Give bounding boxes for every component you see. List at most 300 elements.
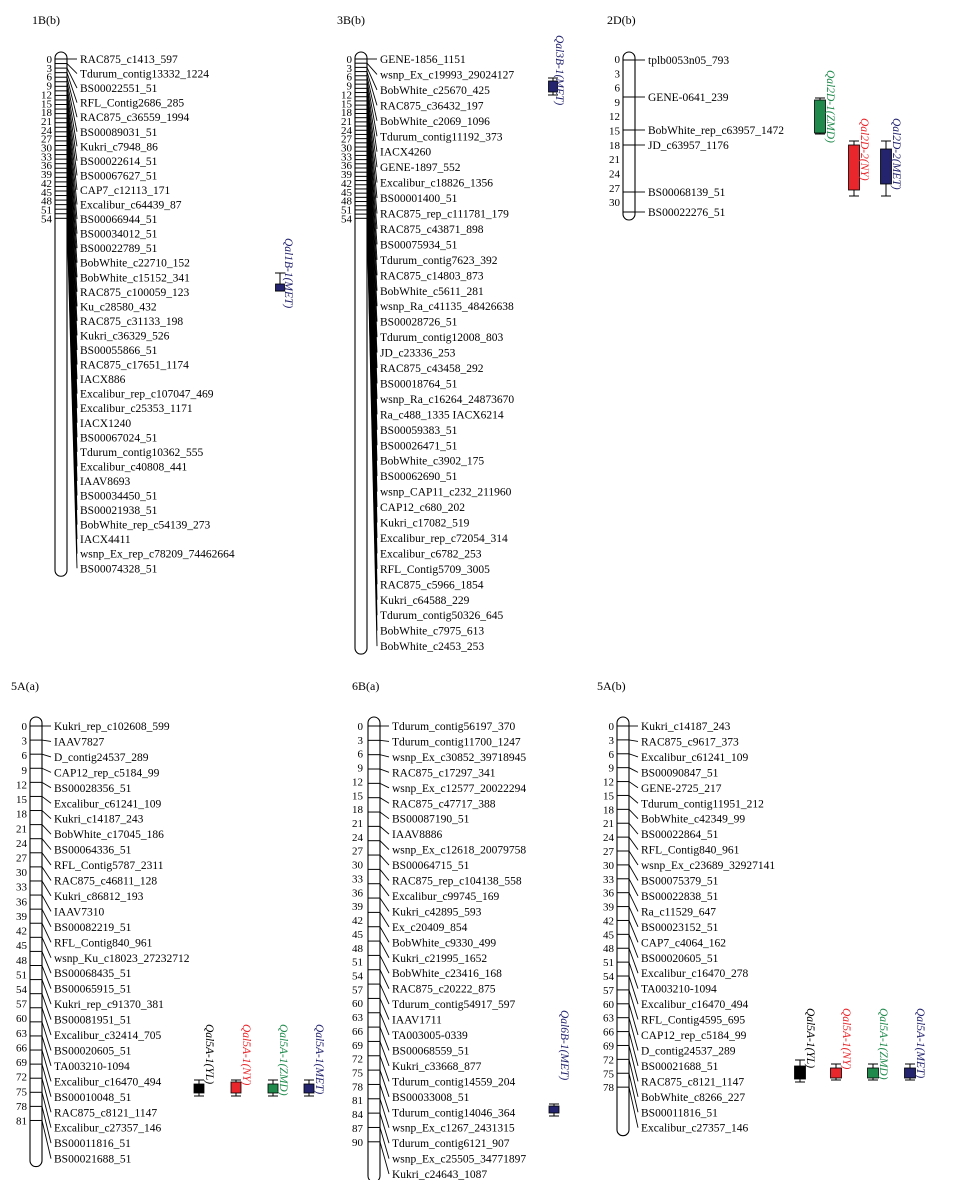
- marker-connector: [42, 796, 51, 803]
- marker-label: BobWhite_c17045_186: [54, 829, 164, 842]
- marker-connector: [380, 798, 389, 804]
- marker-label: BS00034450_51: [80, 490, 158, 503]
- cm-tick-label: 27: [341, 133, 352, 146]
- cm-tick-label: 24: [341, 124, 352, 137]
- marker-connector: [380, 812, 389, 819]
- cm-tick-label: 63: [603, 1012, 614, 1025]
- qtl-met: [548, 35, 565, 105]
- marker-connector: [629, 823, 638, 834]
- cm-tick-label: 90: [352, 1136, 363, 1149]
- marker-label: Kukri_c33668_877: [392, 1060, 482, 1073]
- marker-label: BS00090847_51: [641, 767, 719, 780]
- marker-label: RFL_Contig840_961: [641, 844, 740, 857]
- cm-tick-label: 75: [352, 1067, 363, 1080]
- marker-label: RAC875_c1413_597: [80, 54, 178, 66]
- marker-label: IACX1240: [80, 417, 132, 430]
- marker-label: Excalibur_c16470_494: [54, 1076, 162, 1089]
- qtl-zmd: [868, 1008, 890, 1080]
- cm-tick-label: 87: [352, 1122, 363, 1135]
- qtl-label: Qal6B-1(MET): [558, 1010, 570, 1081]
- marker-label: Excalibur_c40808_441: [80, 461, 188, 474]
- marker-label: BobWhite_c2069_1096: [380, 115, 490, 128]
- cm-tick-label: 30: [41, 142, 52, 155]
- marker-label: RAC875_c20222_875: [392, 983, 496, 996]
- cm-tick-label: 39: [16, 910, 27, 923]
- marker-label: Excalibur_c16470_278: [641, 968, 749, 981]
- cm-tick-label: 51: [41, 204, 52, 217]
- cm-tick-label: 57: [603, 984, 614, 997]
- chromosome-title: 2D(b): [607, 13, 636, 27]
- marker-label: BS00011816_51: [641, 1107, 718, 1120]
- marker-label: D_contig24537_289: [54, 751, 149, 764]
- cm-tick-label: 60: [16, 1013, 27, 1026]
- cm-tick-label: 33: [352, 873, 363, 886]
- marker-label: CAP7_c4064_162: [641, 937, 726, 950]
- marker-label: wsnp_Ex_rep_c78209_74462664: [80, 548, 235, 561]
- marker-label: RAC875_rep_c111781_179: [380, 208, 509, 221]
- cm-tick-label: 0: [357, 721, 363, 733]
- cm-tick-label: 51: [341, 204, 352, 217]
- marker-connector: [380, 1127, 389, 1158]
- marker-label: BS00020605_51: [54, 1045, 132, 1058]
- cm-tick-label: 18: [352, 804, 363, 817]
- qtl-bar: [881, 149, 892, 184]
- cm-tick-label: 48: [341, 195, 352, 208]
- marker-label: BS00022276_51: [648, 207, 726, 219]
- marker-connector: [629, 1004, 638, 1035]
- marker-label: BS00055866_51: [80, 345, 158, 357]
- cm-tick-label: 33: [16, 881, 27, 894]
- marker-connector: [42, 811, 51, 819]
- cm-tick-label: 30: [603, 859, 614, 872]
- cm-tick-label: 54: [16, 983, 27, 996]
- marker-label: BobWhite_c5611_281: [380, 285, 484, 298]
- marker-label: Tdurum_contig50326_645: [380, 610, 504, 623]
- cm-tick-label: 63: [16, 1027, 27, 1040]
- cm-tick-label: 18: [41, 107, 52, 120]
- cm-tick-label: 30: [341, 142, 352, 155]
- chromosome-2: [607, 13, 902, 220]
- marker-label: RAC875_c36432_197: [380, 100, 484, 113]
- marker-label: TA003210-1094: [641, 983, 717, 996]
- cm-tick-label: 6: [46, 71, 52, 84]
- cm-tick-label: 66: [16, 1042, 27, 1055]
- cm-tick-label: 81: [352, 1095, 363, 1108]
- cm-tick-label: 24: [603, 832, 614, 845]
- marker-connector: [42, 867, 51, 881]
- cm-tick-label: 15: [609, 125, 620, 138]
- cm-tick-label: 3: [614, 68, 620, 81]
- marker-label: Excalibur_rep_c107047_469: [80, 388, 214, 401]
- cm-tick-label: 33: [341, 151, 352, 164]
- qtl-bar: [304, 1084, 314, 1093]
- chromosome-4: [352, 679, 570, 1180]
- chromosome-title: 5A(a): [11, 679, 39, 693]
- marker-connector: [629, 782, 638, 788]
- marker-connector: [42, 740, 51, 741]
- cm-tick-label: 54: [352, 970, 363, 983]
- marker-label: BS00075934_51: [380, 239, 458, 252]
- cm-tick-label: 0: [21, 721, 27, 733]
- cm-tick-label: 21: [352, 818, 363, 831]
- cm-tick-label: 42: [341, 177, 352, 190]
- qtl-label: Qal2D-2(NY): [858, 118, 870, 181]
- cm-tick-label: 12: [609, 111, 620, 124]
- marker-connector: [629, 976, 638, 1004]
- marker-label: BS00081951_51: [54, 1014, 132, 1027]
- marker-label: BS00064336_51: [54, 844, 132, 857]
- cm-tick-label: 3: [21, 735, 27, 748]
- marker-connector: [629, 795, 638, 803]
- cm-tick-label: 51: [352, 956, 363, 969]
- cm-tick-label: 6: [614, 82, 620, 95]
- qtl-bar: [849, 145, 860, 190]
- marker-label: BobWhite_c42349_99: [641, 813, 746, 826]
- marker-connector: [629, 837, 638, 849]
- cm-tick-label: 18: [609, 139, 620, 152]
- cm-tick-label: 0: [46, 54, 52, 66]
- marker-label: TA003210-1094: [54, 1060, 130, 1073]
- marker-label: Tdurum_contig12008_803: [380, 332, 504, 345]
- chromosome-1: [337, 13, 565, 654]
- marker-label: RFL_Contig5787_2311: [54, 860, 164, 873]
- qtl-label: Qal5A-1(YL): [203, 1024, 215, 1085]
- cm-tick-label: 24: [16, 837, 27, 850]
- cm-tick-label: 24: [41, 124, 52, 137]
- marker-label: BS00062690_51: [380, 471, 458, 484]
- marker-connector: [42, 1078, 51, 1112]
- marker-label: BS00087190_51: [392, 813, 470, 826]
- marker-label: RAC875_c31133_198: [80, 315, 184, 328]
- cm-tick-label: 45: [352, 928, 363, 941]
- marker-connector: [42, 1050, 51, 1081]
- marker-label: wsnp_Ex_c12618_20079758: [392, 844, 527, 857]
- marker-label: wsnp_Ku_c18023_27232712: [54, 952, 190, 965]
- marker-connector: [42, 768, 51, 772]
- marker-label: JD_c63957_1176: [648, 140, 729, 152]
- marker-label: RAC875_c14803_873: [380, 270, 484, 283]
- cm-tick-label: 42: [352, 915, 363, 928]
- marker-label: BS00066944_51: [80, 214, 158, 227]
- marker-label: BS00022789_51: [80, 243, 158, 256]
- marker-label: tplb0053n05_793: [648, 55, 730, 67]
- marker-connector: [629, 865, 638, 881]
- marker-label: CAP7_c12113_171: [80, 184, 171, 197]
- cm-tick-label: 39: [41, 169, 52, 182]
- marker-connector: [42, 1036, 51, 1066]
- marker-label: BS00011816_51: [54, 1138, 131, 1151]
- cm-tick-label: 27: [352, 845, 363, 858]
- cm-tick-label: 15: [16, 794, 27, 807]
- marker-label: RAC875_c9617_373: [641, 736, 739, 749]
- marker-label: BS00082219_51: [54, 921, 132, 934]
- cm-tick-label: 39: [352, 901, 363, 914]
- cm-tick-label: 72: [352, 1053, 363, 1066]
- marker-connector: [380, 912, 389, 926]
- marker-connector: [42, 754, 51, 757]
- marker-label: BobWhite_c23416_168: [392, 968, 502, 981]
- marker-connector: [367, 63, 377, 74]
- cm-tick-label: 48: [603, 943, 614, 956]
- marker-connector: [380, 1113, 389, 1143]
- marker-label: RAC875_rep_c104138_558: [392, 875, 522, 888]
- marker-label: RAC875_c43871_898: [380, 223, 484, 236]
- cm-tick-label: 27: [609, 182, 620, 195]
- marker-label: RAC875_c43458_292: [380, 363, 484, 375]
- cm-tick-label: 57: [16, 998, 27, 1011]
- cm-tick-label: 0: [346, 54, 352, 66]
- marker-label: BS00034012_51: [80, 228, 158, 241]
- qtl-label: Qal5A-1(MET): [914, 1008, 926, 1079]
- marker-label: Excalibur_c16470_494: [641, 999, 749, 1012]
- marker-label: BS00028726_51: [380, 316, 458, 329]
- marker-connector: [42, 994, 51, 1020]
- marker-label: CAP12_rep_c5184_99: [641, 1030, 747, 1042]
- cm-tick-label: 18: [341, 107, 352, 120]
- qtl-ny: [831, 1008, 853, 1080]
- marker-label: Excalibur_c6782_253: [380, 548, 482, 561]
- marker-label: IAAV7310: [54, 906, 105, 919]
- qtl-bar: [815, 100, 826, 133]
- marker-label: Kukri_c14187_243: [54, 813, 144, 826]
- marker-label: BobWhite_c15152_341: [80, 272, 190, 285]
- cm-tick-label: 66: [352, 1025, 363, 1038]
- chromosome-3: [11, 679, 325, 1167]
- cm-tick-label: 9: [21, 764, 27, 777]
- cm-tick-label: 39: [603, 901, 614, 914]
- marker-connector: [380, 955, 389, 973]
- cm-tick-label: 60: [352, 998, 363, 1011]
- cm-tick-label: 36: [16, 896, 27, 909]
- marker-label: IAAV7827: [54, 736, 105, 749]
- marker-label: Tdurum_contig13332_1224: [80, 68, 210, 81]
- marker-label: Excalibur_c61241_109: [54, 798, 162, 811]
- chromosome-0: [32, 13, 294, 576]
- cm-tick-label: 3: [357, 734, 363, 747]
- marker-label: Kukri_c7948_86: [80, 141, 158, 154]
- chromosome-bar: [30, 717, 42, 1167]
- cm-tick-label: 63: [352, 1012, 363, 1025]
- chromosome-bar: [368, 717, 380, 1180]
- cm-tick-label: 51: [16, 969, 27, 982]
- cm-tick-label: 69: [16, 1057, 27, 1070]
- marker-label: RAC875_c17651_1174: [80, 359, 189, 372]
- cm-tick-label: 0: [608, 721, 614, 733]
- marker-connector: [380, 841, 389, 850]
- marker-label: RAC875_c46811_128: [54, 875, 158, 888]
- cm-tick-label: 9: [357, 762, 363, 775]
- cm-tick-label: 12: [41, 89, 52, 102]
- cm-tick-label: 21: [341, 115, 352, 128]
- marker-connector: [380, 769, 389, 772]
- marker-connector: [380, 1084, 389, 1112]
- cm-tick-label: 27: [16, 852, 27, 865]
- cm-tick-label: 30: [16, 867, 27, 880]
- cm-tick-label: 3: [608, 734, 614, 747]
- chromosome-title: 3B(b): [337, 13, 365, 27]
- marker-label: RAC875_c8121_1147: [641, 1076, 745, 1089]
- marker-connector: [42, 1008, 51, 1035]
- marker-label: Kukri_c21995_1652: [392, 952, 488, 965]
- marker-label: BS00067627_51: [80, 170, 158, 183]
- marker-connector: [42, 909, 51, 927]
- cm-tick-label: 18: [603, 804, 614, 817]
- marker-label: BS00021938_51: [80, 505, 158, 518]
- cm-tick-label: 54: [41, 213, 52, 226]
- cm-tick-label: 27: [41, 133, 52, 146]
- marker-label: CAP12_rep_c5184_99: [54, 767, 160, 780]
- marker-label: wsnp_CAP11_c232_211960: [380, 486, 512, 499]
- marker-connector: [42, 853, 51, 865]
- marker-label: Excalibur_rep_c72054_314: [380, 532, 508, 545]
- marker-label: Tdurum_contig56197_370: [392, 721, 516, 733]
- marker-label: wsnp_Ex_c1267_2431315: [392, 1122, 515, 1135]
- marker-label: RAC875_c5966_1854: [380, 579, 484, 592]
- marker-connector: [380, 755, 389, 757]
- marker-connector: [380, 855, 389, 865]
- marker-label: BS00028356_51: [54, 782, 132, 795]
- marker-label: BS00074328_51: [80, 563, 158, 576]
- cm-tick-label: 84: [352, 1109, 363, 1122]
- marker-connector: [629, 1018, 638, 1051]
- marker-label: BS00059383_51: [380, 424, 458, 437]
- qtl-bar: [231, 1082, 241, 1093]
- marker-connector: [629, 990, 638, 1020]
- cm-tick-label: 21: [609, 154, 620, 167]
- marker-connector: [629, 879, 638, 896]
- marker-connector: [380, 1142, 389, 1174]
- cm-tick-label: 78: [352, 1081, 363, 1094]
- marker-label: Kukri_c17082_519: [380, 517, 470, 530]
- marker-label: BobWhite_rep_c54139_273: [80, 519, 211, 532]
- marker-label: BS00010048_51: [54, 1091, 132, 1104]
- marker-label: BS00064715_51: [392, 860, 470, 873]
- marker-connector: [42, 839, 51, 850]
- chromosome-bar: [355, 52, 367, 654]
- marker-label: Kukri_c14187_243: [641, 721, 731, 733]
- marker-label: Excalibur_c61241_109: [641, 751, 749, 764]
- qtl-label: Qal5A-1(NY): [240, 1024, 252, 1086]
- marker-label: BS00065915_51: [54, 983, 132, 996]
- marker-label: IAAV8693: [80, 475, 131, 488]
- qtl-met: [275, 238, 294, 308]
- marker-label: Tdurum_contig7623_392: [380, 254, 498, 267]
- marker-label: Excalibur_c32414_705: [54, 1030, 162, 1042]
- marker-label: RAC875_c36559_1994: [80, 112, 190, 125]
- marker-label: RAC875_c100059_123: [80, 286, 190, 299]
- marker-connector: [629, 740, 638, 742]
- marker-label: Ku_c28580_432: [80, 301, 157, 314]
- qtl-bar: [868, 1068, 879, 1078]
- marker-label: IAAV1711: [392, 1014, 442, 1027]
- cm-tick-label: 6: [608, 748, 614, 761]
- cm-tick-label: 15: [41, 98, 52, 111]
- marker-label: Excalibur_c64439_87: [80, 199, 182, 212]
- marker-connector: [380, 884, 389, 896]
- qtl-bar: [194, 1084, 204, 1093]
- marker-label: Kukri_rep_c91370_381: [54, 999, 164, 1012]
- marker-label: Excalibur_c25353_1171: [80, 403, 193, 416]
- marker-label: BobWhite_c9330_499: [392, 937, 497, 950]
- cm-tick-label: 45: [16, 940, 27, 953]
- marker-label: RAC875_c8121_1147: [54, 1107, 158, 1120]
- cm-tick-label: 54: [603, 971, 614, 984]
- cm-tick-label: 39: [341, 169, 352, 182]
- cm-tick-label: 21: [16, 823, 27, 836]
- marker-label: CAP12_c680_202: [380, 502, 465, 515]
- qtl-met: [881, 118, 903, 196]
- qtl-label: Qal5A-1(NY): [840, 1008, 852, 1070]
- cm-tick-label: 21: [41, 115, 52, 128]
- marker-label: BS00068435_51: [54, 968, 132, 981]
- cm-tick-label: 48: [352, 942, 363, 955]
- marker-label: RAC875_c17297_341: [392, 767, 496, 780]
- marker-connector: [42, 1064, 51, 1097]
- qtl-bar: [905, 1068, 916, 1078]
- marker-label: RFL_Contig2686_285: [80, 97, 185, 110]
- marker-label: Tdurum_contig11951_212: [641, 798, 764, 811]
- qtl-bar: [795, 1066, 806, 1079]
- marker-label: D_contig24537_289: [641, 1045, 736, 1058]
- cm-tick-label: 54: [341, 213, 352, 226]
- cm-tick-label: 60: [603, 998, 614, 1011]
- qtl-label: Qal3B-1(MET): [553, 35, 565, 106]
- cm-tick-label: 69: [352, 1039, 363, 1052]
- cm-tick-label: 9: [608, 762, 614, 775]
- cm-tick-label: 30: [352, 859, 363, 872]
- cm-tick-label: 42: [41, 177, 52, 190]
- cm-tick-label: 33: [603, 873, 614, 886]
- chromosome-bar: [55, 52, 67, 576]
- cm-tick-label: 3: [46, 62, 52, 75]
- marker-label: JD_c23336_253: [380, 347, 456, 360]
- marker-label: wsnp_Ra_c41135_48426638: [380, 301, 514, 314]
- qtl-label: Qal2D-2(MET): [890, 118, 902, 190]
- marker-connector: [380, 740, 389, 741]
- marker-label: BS00021688_51: [641, 1060, 719, 1073]
- cm-tick-label: 6: [357, 748, 363, 761]
- marker-label: BS00022864_51: [641, 829, 719, 842]
- marker-label: BS00001400_51: [380, 193, 458, 206]
- marker-label: BS00075379_51: [641, 875, 719, 888]
- qtl-bar: [831, 1068, 842, 1078]
- cm-tick-label: 72: [603, 1054, 614, 1067]
- marker-label: Kukri_rep_c102608_599: [54, 721, 170, 733]
- marker-label: Kukri_c42895_593: [392, 906, 482, 919]
- marker-connector: [380, 941, 389, 958]
- cm-tick-label: 36: [352, 887, 363, 900]
- qtl-label: Qal1B-1(MET): [282, 238, 294, 309]
- chromosome-bar: [623, 52, 635, 220]
- marker-label: BobWhite_c2453_253: [380, 641, 485, 654]
- marker-label: Tdurum_contig14046_364: [392, 1107, 516, 1120]
- marker-label: BS00068559_51: [392, 1045, 470, 1058]
- marker-connector: [629, 962, 638, 989]
- marker-label: BS00067024_51: [80, 432, 158, 445]
- marker-label: Tdurum_contig10362_555: [80, 446, 204, 459]
- cm-tick-label: 75: [603, 1068, 614, 1081]
- marker-label: RFL_Contig840_961: [54, 937, 153, 950]
- cm-tick-label: 15: [352, 790, 363, 803]
- marker-label: wsnp_Ex_c25505_34771897: [392, 1153, 527, 1166]
- cm-tick-label: 9: [346, 80, 352, 93]
- cm-tick-label: 33: [41, 151, 52, 164]
- cm-tick-label: 36: [41, 160, 52, 173]
- qtl-zmd: [268, 1024, 289, 1096]
- cm-tick-label: 75: [16, 1086, 27, 1099]
- marker-connector: [629, 948, 638, 973]
- cm-tick-label: 18: [16, 808, 27, 821]
